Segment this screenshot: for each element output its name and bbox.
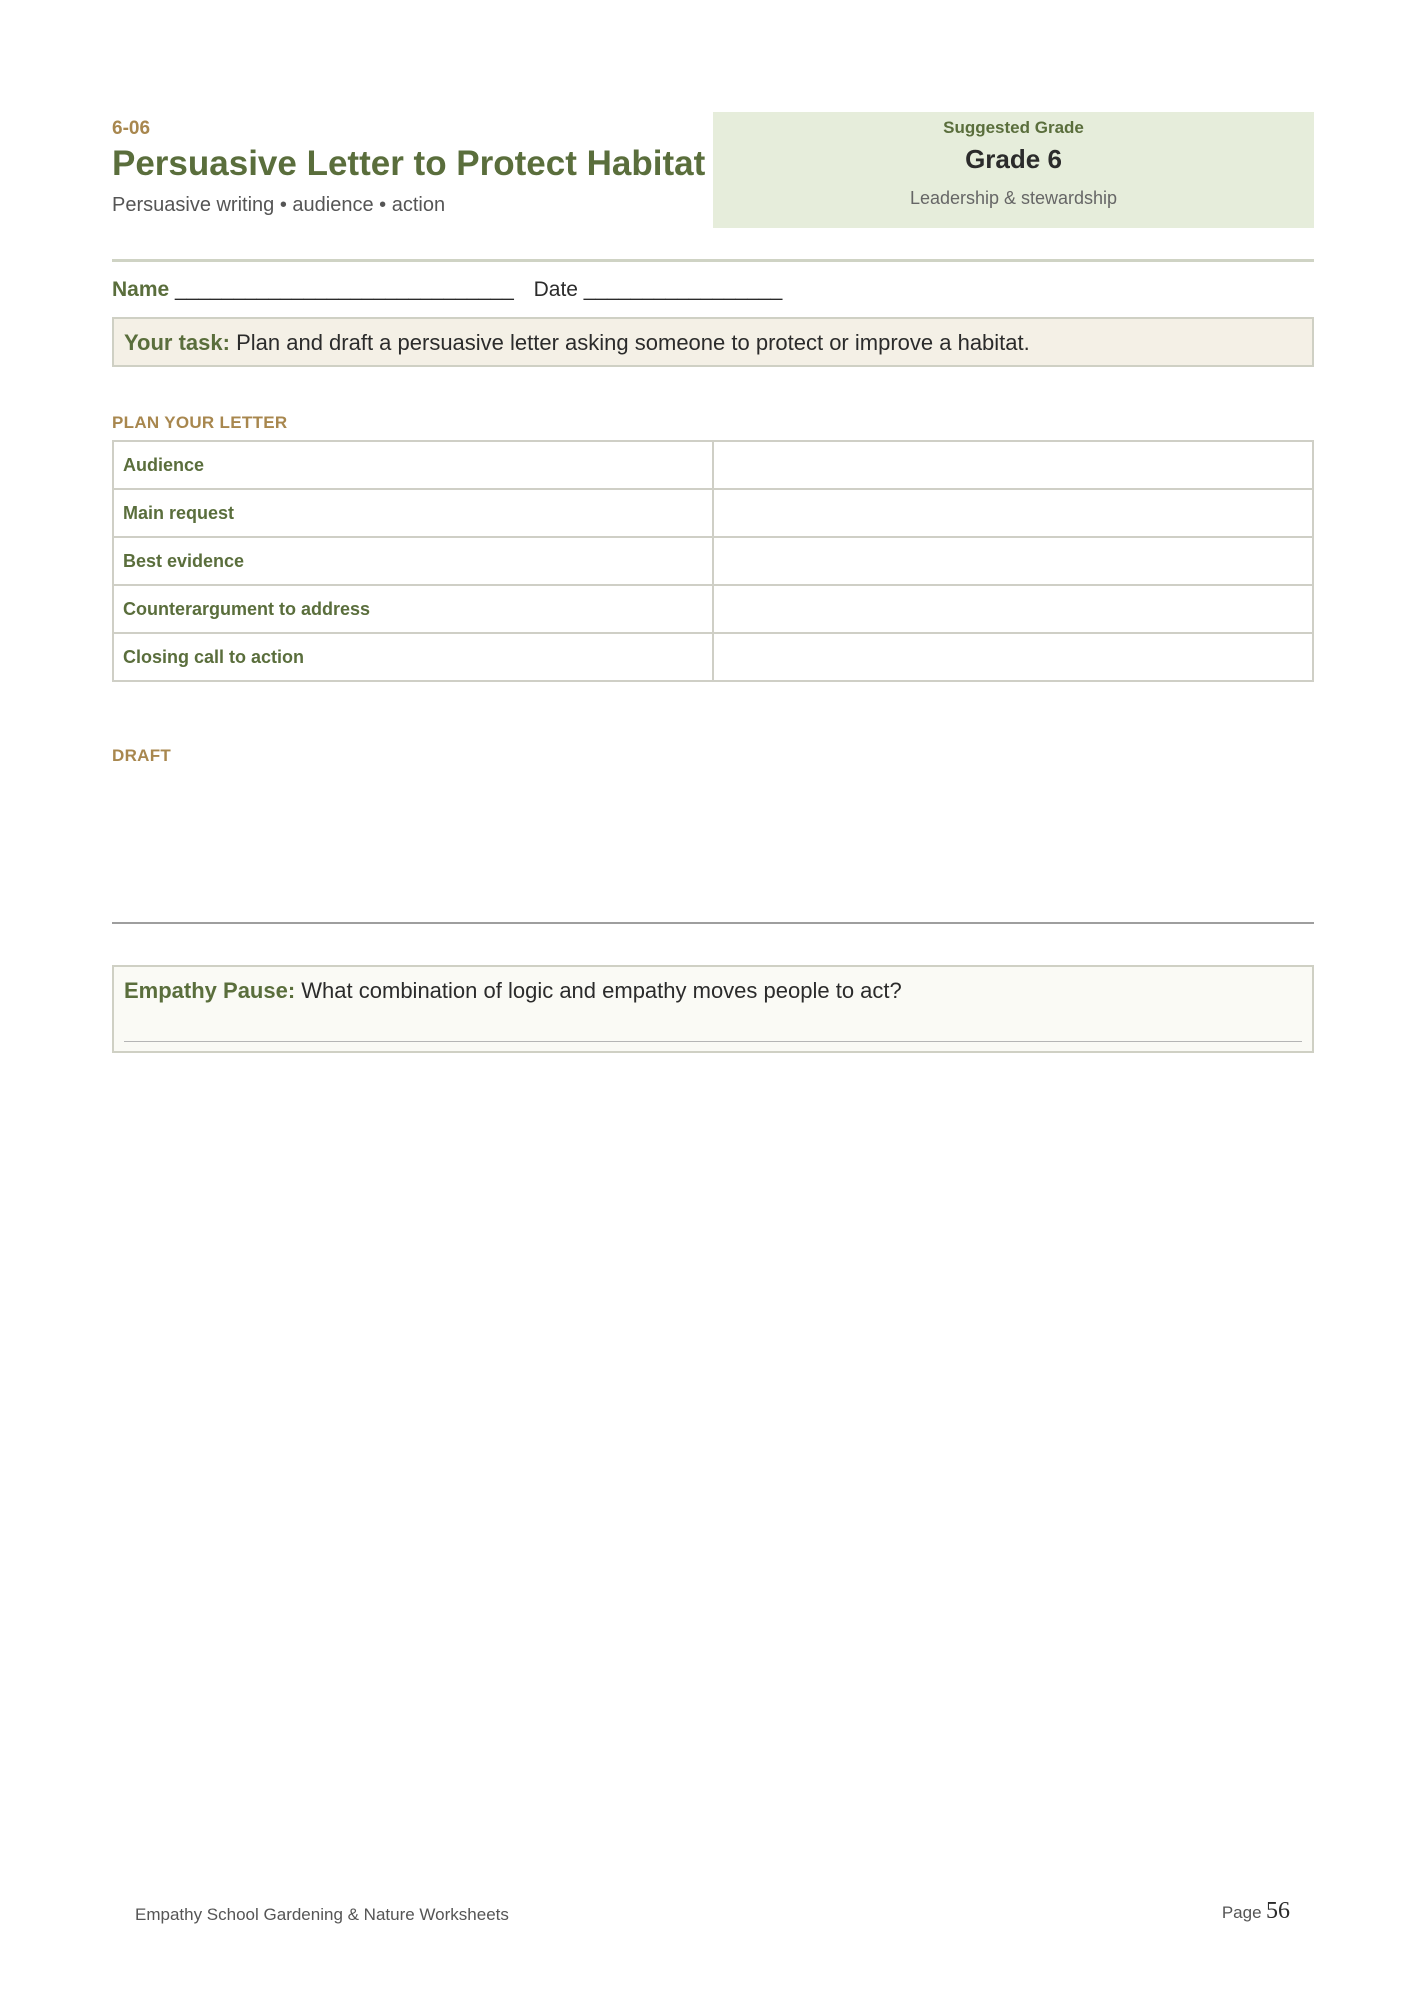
empathy-question: What combination of logic and empathy moves people to act? — [301, 978, 902, 1003]
name-field[interactable]: _____________________________ — [175, 278, 514, 301]
grade-subtitle: Leadership & stewardship — [909, 188, 1118, 208]
page-title: Persuasive Letter to Protect Habitat — [112, 144, 706, 183]
plan-row-answer[interactable] — [713, 441, 1313, 489]
empathy-text — [124, 978, 902, 1004]
name-label: Name — [112, 278, 170, 301]
plan-row-label: Counterargument to address — [113, 585, 713, 633]
plan-row — [113, 585, 1313, 633]
name-date-line — [112, 278, 782, 302]
plan-row — [113, 633, 1313, 681]
plan-row-answer[interactable] — [713, 489, 1313, 537]
plan-table — [112, 440, 1314, 682]
plan-row-label: Best evidence — [113, 537, 713, 585]
plan-row-label: Closing call to action — [113, 633, 713, 681]
grade-box — [713, 112, 1314, 228]
draft-line — [112, 922, 1314, 924]
page-word: Page — [1221, 1903, 1262, 1922]
task-description: Plan and draft a persuasive letter asking someone to protect or improve a habitat. — [236, 330, 1030, 355]
task-text — [124, 330, 1030, 356]
task-label: Your task: — [124, 330, 230, 355]
plan-row — [113, 489, 1313, 537]
plan-row-answer[interactable] — [713, 633, 1313, 681]
task-box — [112, 317, 1314, 367]
page-number — [1222, 1898, 1290, 1925]
plan-heading: PLAN YOUR LETTER — [112, 413, 288, 432]
worksheet-header — [112, 112, 1314, 228]
empathy-label: Empathy Pause: — [124, 978, 296, 1003]
grade-value: Grade 6 — [965, 144, 1062, 174]
plan-row — [113, 537, 1313, 585]
plan-row-label: Audience — [113, 441, 713, 489]
date-label: Date — [533, 278, 578, 301]
empathy-answer-line[interactable] — [124, 1041, 1302, 1042]
page-subtitle: Persuasive writing • audience • action — [112, 194, 446, 216]
header-divider — [112, 259, 1314, 262]
page-number-value: 56 — [1266, 1898, 1290, 1924]
draft-area[interactable] — [112, 775, 1314, 920]
draft-heading: DRAFT — [112, 746, 172, 765]
grade-label: Suggested Grade — [943, 118, 1084, 137]
empathy-pause-box — [112, 965, 1314, 1053]
date-field[interactable]: _________________ — [583, 278, 783, 301]
plan-row — [113, 441, 1313, 489]
plan-row-label: Main request — [113, 489, 713, 537]
plan-row-answer[interactable] — [713, 585, 1313, 633]
worksheet-code: 6-06 — [112, 118, 151, 139]
plan-row-answer[interactable] — [713, 537, 1313, 585]
footer-title: Empathy School Gardening & Nature Worksheets — [135, 1905, 509, 1924]
